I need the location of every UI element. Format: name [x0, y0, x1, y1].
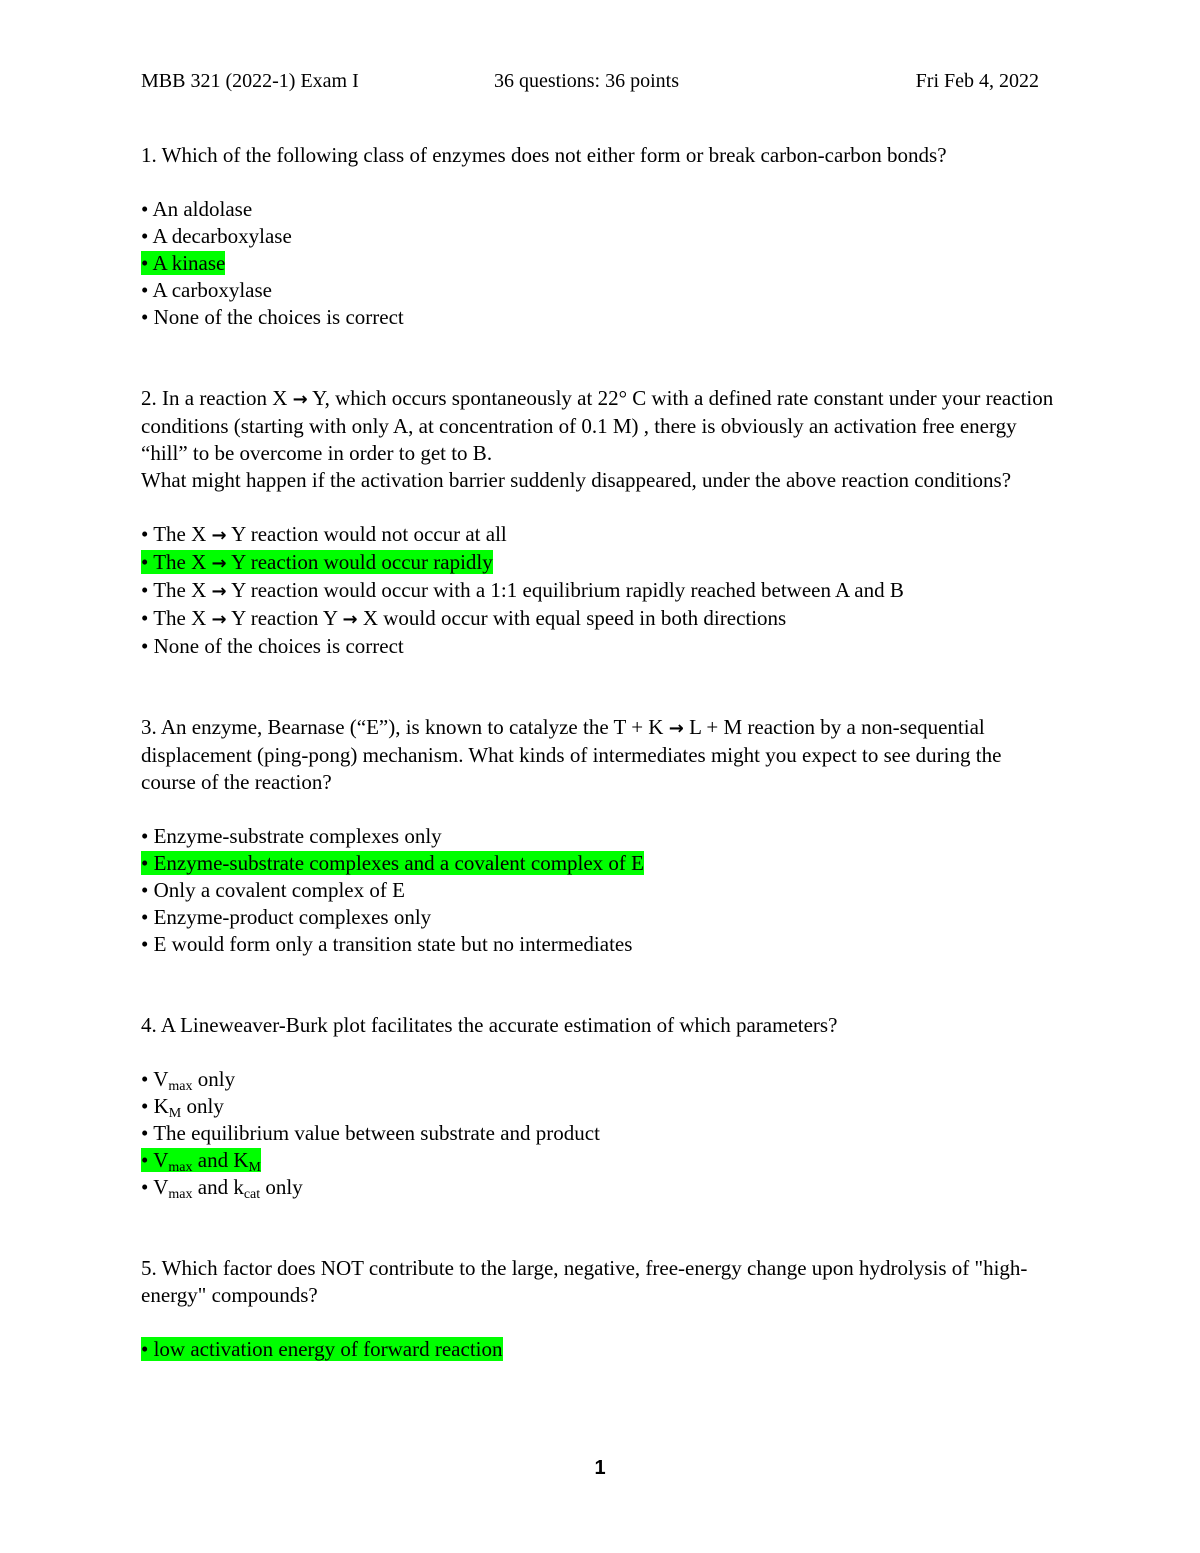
question-stem: 4. A Lineweaver-Burk plot facilitates the accurate estimation of which parameters? — [141, 1013, 838, 1037]
answer-option: • The X → Y reaction Y → X would occur with equal speed in both directions — [141, 606, 787, 630]
answer-option-correct — [141, 250, 1056, 277]
question-stem: 1. Which of the following class of enzymes does not either form or break carbon-carbon bonds? — [141, 143, 947, 167]
question-3 — [141, 714, 1056, 958]
highlighted-answer: • $V_{max}$ and $K_M$ — [141, 1148, 261, 1175]
answer-option: • The X → Y reaction would occur with a 1:1 equilibrium rapidly reached between A and B — [141, 578, 904, 602]
arrow-icon: → — [211, 609, 227, 630]
question-5 — [141, 1255, 1056, 1363]
question-count: 36 questions: 36 points — [494, 70, 680, 92]
question-stem: 3. An enzyme, Bearnase (“E”), is known to catalyze the T + K → L + M reaction by a non-sequential displacement (ping-pong) mechanism. What kinds of intermediates might you expect to see during the course of the reaction? — [141, 715, 1002, 794]
page-number: 1 — [594, 1457, 606, 1479]
answer-option: • $K_M$ only — [141, 1094, 224, 1121]
answer-option: • $V_{max}$ only — [141, 1067, 236, 1094]
answer-option: • None of the choices is correct — [141, 634, 404, 658]
answer-options — [141, 823, 1056, 958]
answer-option: • None of the choices is correct — [141, 305, 404, 329]
question-4 — [141, 1012, 1056, 1201]
course-title: MBB 321 (2022-1) Exam I — [141, 70, 359, 92]
arrow-icon: → — [211, 525, 227, 546]
answer-option: • E would form only a transition state but no intermediates — [141, 932, 633, 956]
arrow-icon: → — [342, 609, 358, 630]
answer-option: • The equilibrium value between substrate and product — [141, 1121, 600, 1145]
answer-options — [141, 521, 1056, 660]
answer-option: • Enzyme-product complexes only — [141, 905, 432, 929]
answer-option-correct — [141, 1147, 1056, 1174]
answer-options — [141, 1066, 1056, 1201]
arrow-icon: → — [668, 718, 684, 739]
arrow-icon: → — [292, 389, 308, 410]
answer-option: • Only a covalent complex of E — [141, 878, 405, 902]
highlighted-answer: • The X → Y reaction would occur rapidly — [141, 550, 493, 574]
question-stem: 5. Which factor does NOT contribute to the large, negative, free-energy change upon hydrolysis of "high-energy" compounds? — [141, 1256, 1028, 1307]
answer-option-correct — [141, 1336, 1056, 1363]
answer-option: • An aldolase — [141, 197, 253, 221]
answer-option-correct — [141, 850, 1056, 877]
question-1 — [141, 142, 1056, 331]
highlighted-answer: • A kinase — [141, 251, 226, 275]
highlighted-answer: • Enzyme-substrate complexes and a covalent complex of E — [141, 851, 645, 875]
highlighted-answer: • low activation energy of forward reaction — [141, 1337, 503, 1361]
answer-option: • The X → Y reaction would not occur at all — [141, 522, 507, 546]
answer-options — [141, 196, 1056, 331]
answer-option: • Enzyme-substrate complexes only — [141, 824, 442, 848]
arrow-icon: → — [211, 581, 227, 602]
question-2 — [141, 385, 1056, 660]
exam-content — [141, 142, 1056, 1363]
answer-option: • $V_{max}$ and $k_{cat}$ only — [141, 1175, 303, 1202]
question-stem: 2. In a reaction X → Y, which occurs spontaneously at 22° C with a defined rate constant under your reaction conditions (starting with only A, at concentration of 0.1 M) , there is obviously an activation free energy “hill” to be overcome in order to get to B. What might happen if the activation barrier suddenly disappeared, under the above reaction conditions? — [141, 386, 1054, 492]
exam-date: Fri Feb 4, 2022 — [915, 70, 1039, 92]
answer-option: • A decarboxylase — [141, 224, 292, 248]
answer-options — [141, 1336, 1056, 1363]
answer-option: • A carboxylase — [141, 278, 272, 302]
page-header — [141, 70, 1039, 98]
answer-option-correct — [141, 549, 1056, 577]
arrow-icon: → — [211, 553, 227, 574]
